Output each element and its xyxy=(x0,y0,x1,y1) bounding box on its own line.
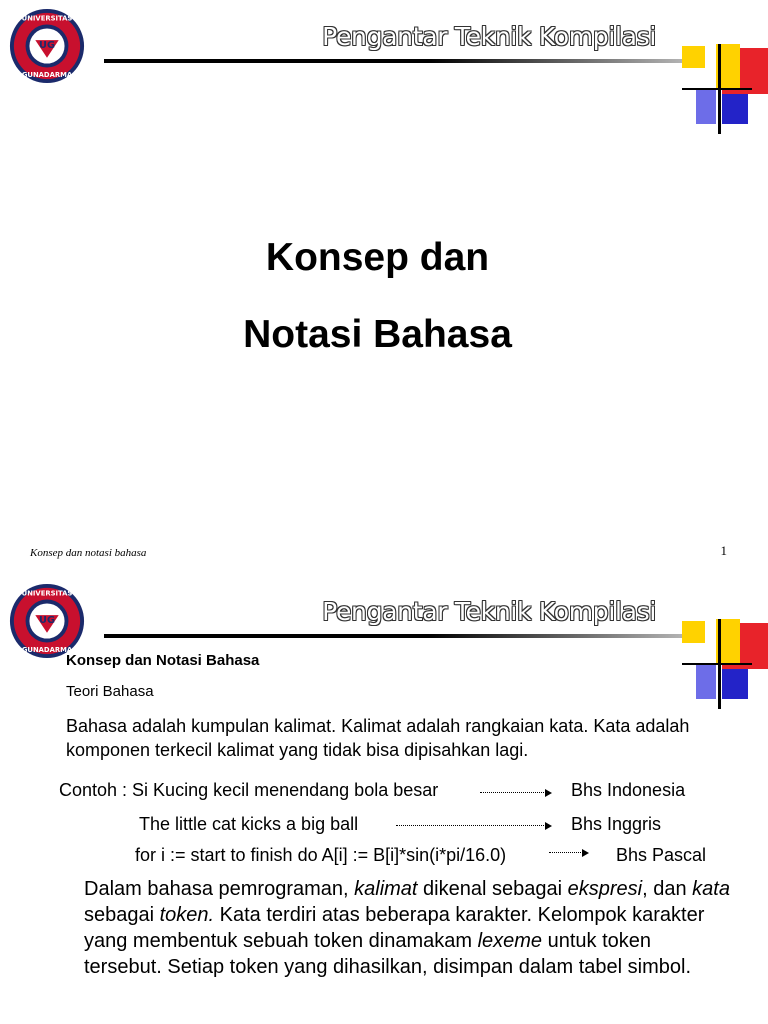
university-logo xyxy=(8,582,86,660)
logo-initials: UG xyxy=(39,39,55,51)
example-text: for i := start to finish do A[i] := B[i]*sin(i*pi/16.0) xyxy=(135,845,507,865)
header-divider xyxy=(104,634,694,638)
header-divider xyxy=(104,59,694,63)
arrow-icon xyxy=(396,822,552,830)
example-text: The little cat kicks a big ball xyxy=(139,814,359,834)
section-subheading: Teori Bahasa xyxy=(66,683,154,700)
slide-footer: Konsep dan notasi bahasa xyxy=(30,547,147,559)
decorative-squares xyxy=(682,44,768,136)
section-heading: Konsep dan Notasi Bahasa xyxy=(66,652,260,669)
example-language: Bhs Pascal xyxy=(616,845,707,865)
course-title: Pengantar Teknik Kompilasi xyxy=(322,597,656,626)
page-number: 1 xyxy=(720,543,727,558)
slide-title-line1: Konsep dan xyxy=(265,236,490,279)
explanation-paragraph: Dalam bahasa pemrograman, kalimat dikenal sebagai ekspresi, dan kata sebagai token. Kata terdiri atas beberapa karakter. Kelompok karakter yang membentuk sebuah token dinamakam lexeme untuk token tersebut. Setiap token yang dihasilkan, disimpan dalam tabel simbol. xyxy=(84,878,730,978)
logo-text-bottom: GUNADARMA xyxy=(21,646,73,655)
logo-text-top: UNIVERSITAS xyxy=(21,14,73,23)
slide-title-line2: Notasi Bahasa xyxy=(243,313,512,356)
logo-text-bottom: GUNADARMA xyxy=(21,71,73,80)
arrow-icon xyxy=(480,789,552,797)
example-text: Contoh : Si Kucing kecil menendang bola besar xyxy=(59,780,439,800)
slide-2 xyxy=(0,575,768,1024)
definition-paragraph: Bahasa adalah kumpulan kalimat. Kalimat adalah rangkaian kata. Kata adalah komponen terkecil kalimat yang tidak bisa dipisahkan lagi. xyxy=(66,716,690,760)
arrow-icon xyxy=(549,849,589,857)
university-logo xyxy=(8,7,86,85)
course-title: Pengantar Teknik Kompilasi xyxy=(322,22,656,51)
example-language: Bhs Indonesia xyxy=(571,780,686,800)
logo-text-top: UNIVERSITAS xyxy=(21,589,73,598)
decorative-squares xyxy=(682,619,768,711)
logo-initials: UG xyxy=(39,614,55,626)
example-language: Bhs Inggris xyxy=(571,814,662,834)
